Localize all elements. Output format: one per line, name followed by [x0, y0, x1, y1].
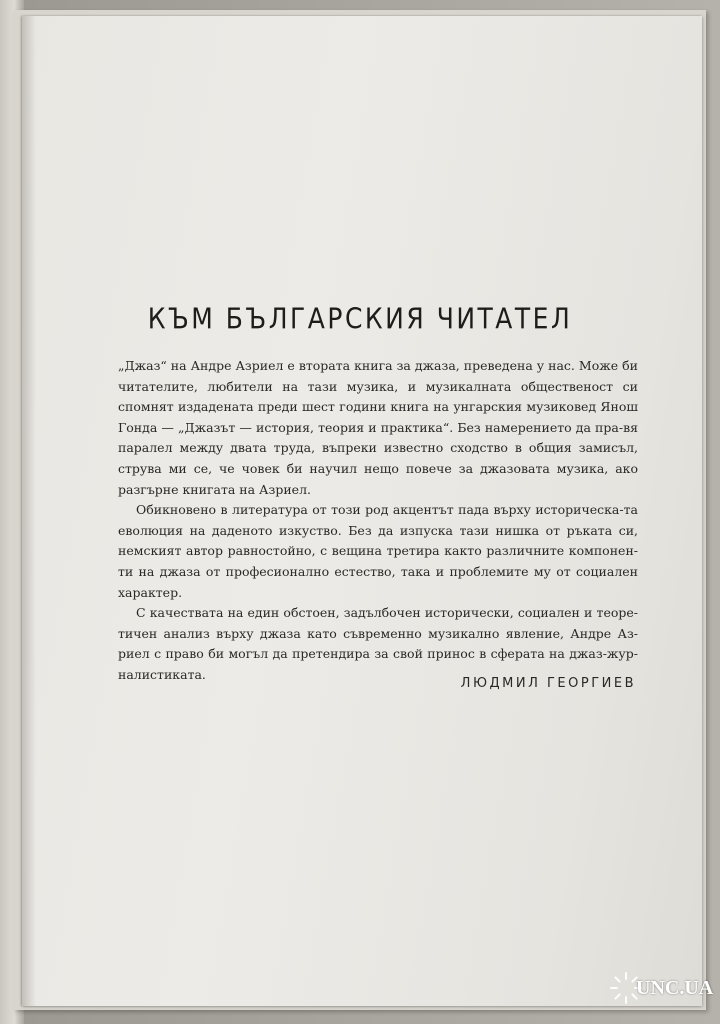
watermark [608, 968, 718, 1012]
text-line: тичен анализ върху джаза като съвременно музикално явление, Андре Аз- [118, 625, 638, 641]
paragraph [118, 356, 638, 500]
paragraph [118, 500, 638, 603]
text-line: спомнят издадената преди шест години книга на унгарския музиковед Янош [118, 399, 638, 415]
text-line: та еволюция на даденото изкуство. Без да изпуска тази нишка от ръката си, [118, 502, 638, 538]
watermark-text: UNC.UA [636, 977, 714, 999]
author-signature: ЛЮДМИЛ ГЕОРГИЕВ [460, 676, 636, 691]
text-line: ти на джаза от професионално естество, така и проблемите му от социален [118, 563, 638, 579]
page-heading: КЪМ БЪЛГАРСКИЯ ЧИТАТЕЛ [147, 301, 573, 336]
text-line: налистиката. [118, 666, 206, 682]
paragraph [118, 603, 638, 685]
text-line: немският автор равностойно, с вещина третира както различните компонен- [118, 543, 638, 559]
gutter-shadow [22, 16, 36, 1006]
text-line: Обикновено в литература от този род акцентът пада върху историческа- [136, 502, 624, 518]
text-line: вя паралел между двата труда, въпреки известно сходство в общия замисъл, [118, 419, 638, 456]
text-line: струва ми се, че човек би научил нещо повече за джазовата музика, ако [118, 460, 638, 476]
text-line: разгърне книгата на Азриел. [118, 481, 311, 497]
text-line: би читателите, любители на тази музика, и музикалната общественост си [118, 358, 638, 394]
preface-body [118, 356, 638, 686]
text-line: „Джаз“ на Андре Азриел е втората книга за джаза, преведена у нас. Може [118, 358, 619, 373]
text-line: С качествата на един обстоен, задълбочен исторически, социален и теоре- [136, 605, 638, 621]
text-line: риел с право би могъл да претендира за свой принос в сферата на джаз-жур- [118, 646, 638, 662]
text-line: Гонда — „Джазът — история, теория и практика“. Без намерението да пра- [118, 419, 624, 435]
text-line: характер. [118, 584, 183, 600]
